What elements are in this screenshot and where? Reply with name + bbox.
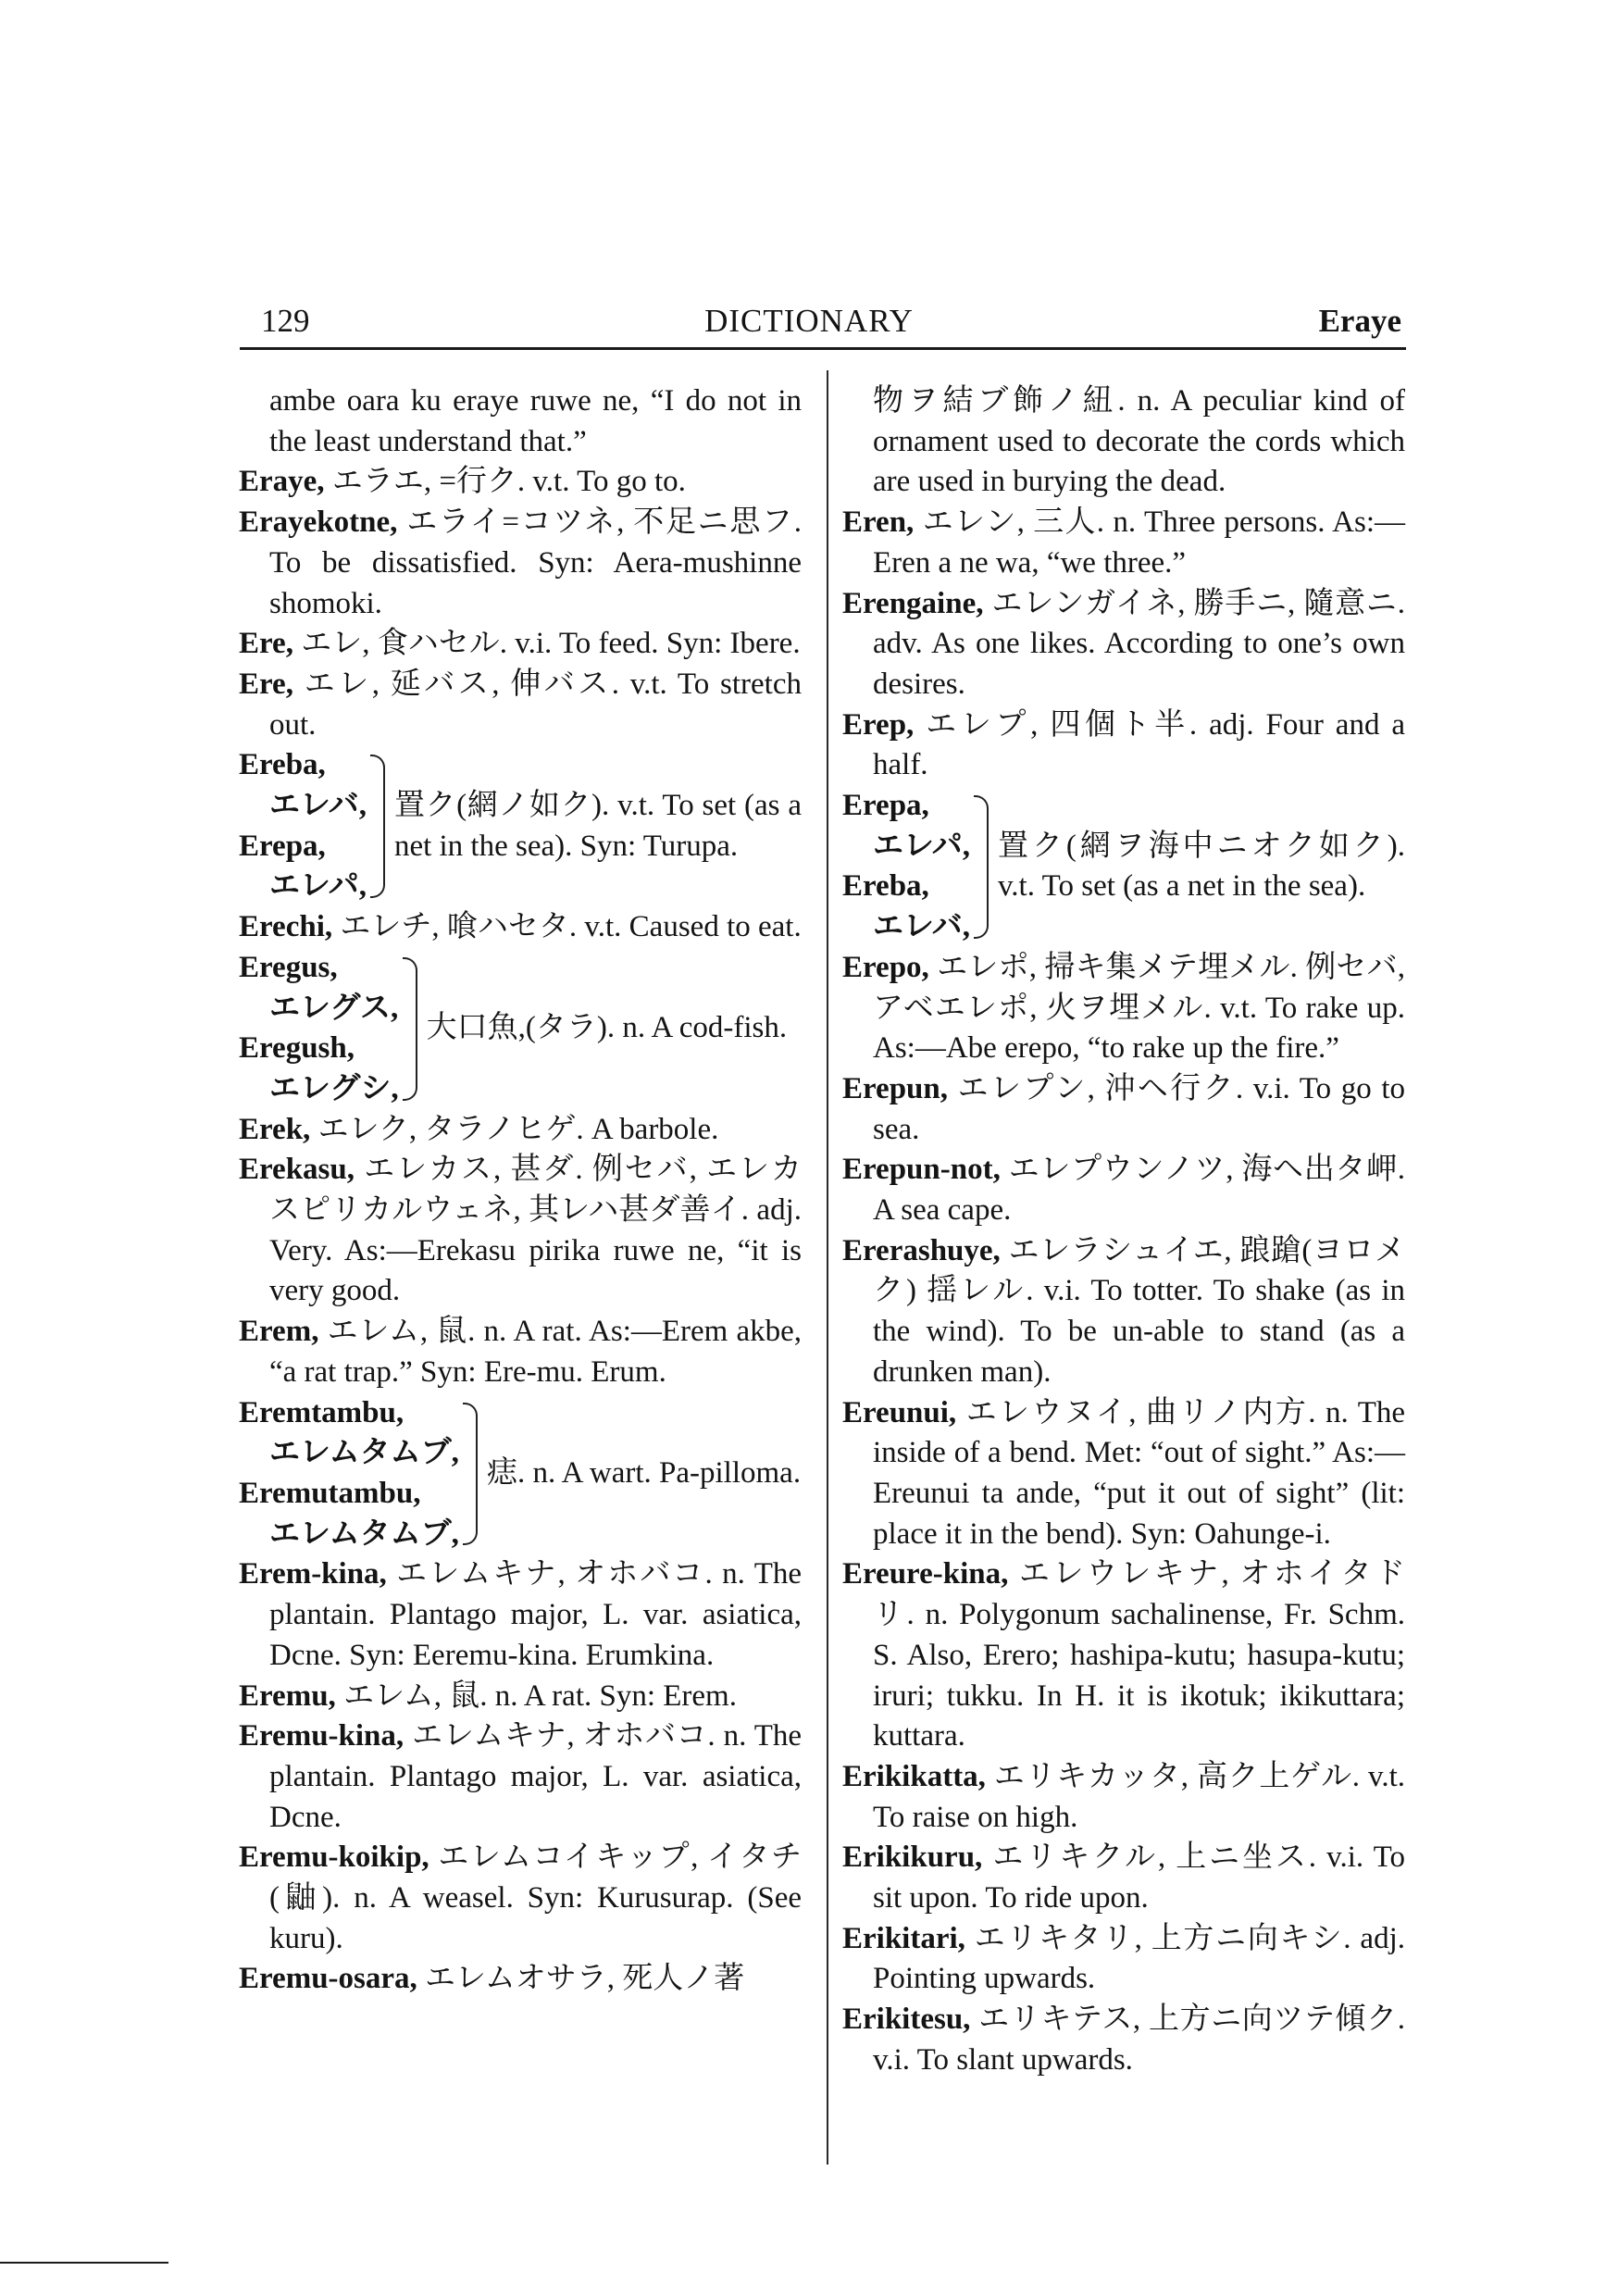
entry-eremu-kina: Eremu-kina, エレムキナ, オホバコ. n. The plantain. Plantago major, L. var. asiatica, Dcne.: [239, 1719, 802, 1834]
entry-erikikuru: Erikikuru, エリキクル, 上ニ坐ス. v.i. To sit upon. To ride upon.: [842, 1841, 1405, 1915]
entry-eremu-osara: Eremu-osara, エレムオサラ, 死人ノ著: [239, 1962, 745, 1996]
headword-kana: エレパ,: [873, 829, 970, 863]
group-definition: 置ク(網ヲ海中ニオク如ク). v.t. To set (as a net in the sea).: [997, 829, 1405, 904]
entry-continuation: 物ヲ結ブ飾ノ紐. n. A peculiar kind of ornament used to decorate the cords which are used in burying the dead.: [873, 384, 1405, 499]
headword: Erepa,: [842, 789, 929, 823]
entry-group-eregus: [239, 948, 802, 1110]
entry-erekasu: Erekasu, エレカス, 甚ダ. 例セバ, エレカスピリカルウェネ, 其レハ甚ダ善イ. adj. Very. As:—Erekasu pirika ruwe ne, “it is very good.: [239, 1153, 802, 1308]
guide-word: Eraye: [1318, 303, 1401, 339]
entry-eren: Eren, エレン, 三人. n. Three persons. As:—Eren a ne wa, “we three.”: [842, 505, 1405, 580]
headword-kana: エレパ,: [269, 869, 367, 904]
entry-erechi: Erechi, エレチ, 喰ハセタ. v.t. Caused to eat.: [239, 910, 802, 944]
group-definition: 痣. n. A wart. Pa-pilloma.: [486, 1456, 802, 1491]
entry-erayekotne: Erayekotne, エライ=コツネ, 不足ニ思フ. To be dissatisfied. Syn: Aera-mushinne shomoki.: [239, 505, 802, 620]
entry-group-eremtambu: [239, 1393, 802, 1555]
headword: Eregush,: [239, 1031, 355, 1066]
entry-ererashuye: Ererashuye, エレラシュイエ, 踉蹌(ヨロメク) 揺レル. v.i. To totter. To shake (as in the wind). To be un-able to stand (as a drunken man).: [842, 1233, 1405, 1389]
headword: Ereba,: [842, 869, 929, 904]
entry-erikikatta: Erikikatta, エリキカッタ, 高ク上ゲル. v.t. To raise on high.: [842, 1759, 1405, 1834]
column-divider: [827, 370, 828, 2165]
group-definition: 大口魚,(タラ). n. A cod-fish.: [426, 1011, 788, 1045]
entry-eremu: Eremu, エレム, 鼠. n. A rat. Syn: Erem.: [239, 1678, 737, 1713]
right-column: [842, 381, 1405, 2081]
entry-erek: Erek, エレク, タラノヒゲ. A barbole.: [239, 1112, 719, 1146]
entry-erem-kina: Erem-kina, エレムキナ, オホバコ. n. The plantain. Plantago major, L. var. asiatica, Dcne. Syn: Eeremu-kina. Erumkina.: [239, 1557, 802, 1672]
entry-erikitari: Erikitari, エリキタリ, 上方ニ向キシ. adj. Pointing upwards.: [842, 1921, 1405, 1996]
entry-continuation: ambe oara ku eraye ruwe ne, “I do not in the least understand that.”: [269, 384, 802, 458]
group-definition: 置ク(網ノ如ク). v.t. To set (as a net in the sea). Syn: Turupa.: [393, 789, 802, 863]
headword-kana: エレムタムブ,: [269, 1436, 459, 1470]
headword-kana: エレバ,: [269, 789, 367, 823]
left-column: [239, 381, 802, 2000]
group-headwords: [239, 948, 399, 1110]
headword-kana: エレバ,: [873, 910, 970, 944]
group-headwords: [239, 1393, 459, 1555]
header-rule: [240, 347, 1406, 350]
page-number: 129: [261, 303, 310, 339]
entry-erepun-not: Erepun-not, エレプウンノツ, 海ヘ出タ岬. A sea cape.: [842, 1153, 1405, 1228]
entry-group-erepa: [842, 786, 1405, 948]
entry-ereunui: Ereunui, エレウヌイ, 曲リノ内方. n. The inside of a bend. Met: “out of sight.” As:—Ereunui ta ande, “put it out of sight” (lit: place it in the bend). Syn: Oahunge-i.: [842, 1395, 1405, 1551]
entry-erem: Erem, エレム, 鼠. n. A rat. As:—Erem akbe, “a rat trap.” Syn: Ere-mu. Erum.: [239, 1315, 802, 1389]
group-headwords: [842, 786, 970, 948]
headword: Eremtambu,: [239, 1395, 404, 1429]
entry-group-ereba: [239, 745, 802, 907]
entry-erengaine: Erengaine, エレンガイネ, 勝手ニ, 隨意ニ. adv. As one likes. According to one’s own desires.: [842, 586, 1405, 701]
headword: Ereba,: [239, 748, 326, 782]
brace: [974, 795, 989, 939]
headword-kana: エレグシ,: [269, 1071, 399, 1105]
running-title: DICTIONARY: [704, 303, 914, 339]
entry-ereure-kina: Ereure-kina, エレウレキナ, オホイタドリ. n. Polygonum sachalinense, Fr. Schm. S. Also, Erero; hashipa-kutu; hasupa-kutu; iruri; tukku. In H. it is ikotuk; ikikuttara; kuttara.: [842, 1557, 1405, 1753]
entry-erepun: Erepun, エレプン, 沖ヘ行ク. v.i. To go to sea.: [842, 1071, 1405, 1146]
headword: Erepa,: [239, 829, 326, 863]
headword: Eregus,: [239, 950, 338, 984]
headword-kana: エレムタムブ,: [269, 1516, 459, 1551]
entry-erepo: Erepo, エレポ, 掃キ集メテ埋メル. 例セバ, アベエレポ, 火ヲ埋メル. v.t. To rake up. As:—Abe erepo, “to rake up the fire.”: [842, 950, 1405, 1066]
footer-mark: [0, 2262, 168, 2264]
entry-ere-stretch: Ere, エレ, 延バス, 伸バス. v.t. To stretch out.: [239, 667, 802, 742]
entry-erikitesu: Erikitesu, エリキテス, 上方ニ向ツテ傾ク. v.i. To slant upwards.: [842, 2003, 1405, 2077]
brace: [463, 1403, 478, 1546]
entry-eremu-koikip: Eremu-koikip, エレムコイキップ, イタチ(鼬). n. A weasel. Syn: Kurusurap. (See kuru).: [239, 1841, 802, 1955]
headword-kana: エレグス,: [269, 991, 399, 1025]
entry-ere-feed: Ere, エレ, 食ハセル. v.i. To feed. Syn: Ibere.: [239, 627, 801, 661]
brace: [403, 957, 417, 1101]
group-headwords: [239, 745, 367, 907]
brace: [370, 755, 385, 898]
headword: Eremutambu,: [239, 1476, 421, 1510]
entry-erep: Erep, エレプ, 四個ト半. adj. Four and a half.: [842, 707, 1405, 782]
entry-eraye: Eraye, エラエ, =行ク. v.t. To go to.: [239, 465, 686, 499]
